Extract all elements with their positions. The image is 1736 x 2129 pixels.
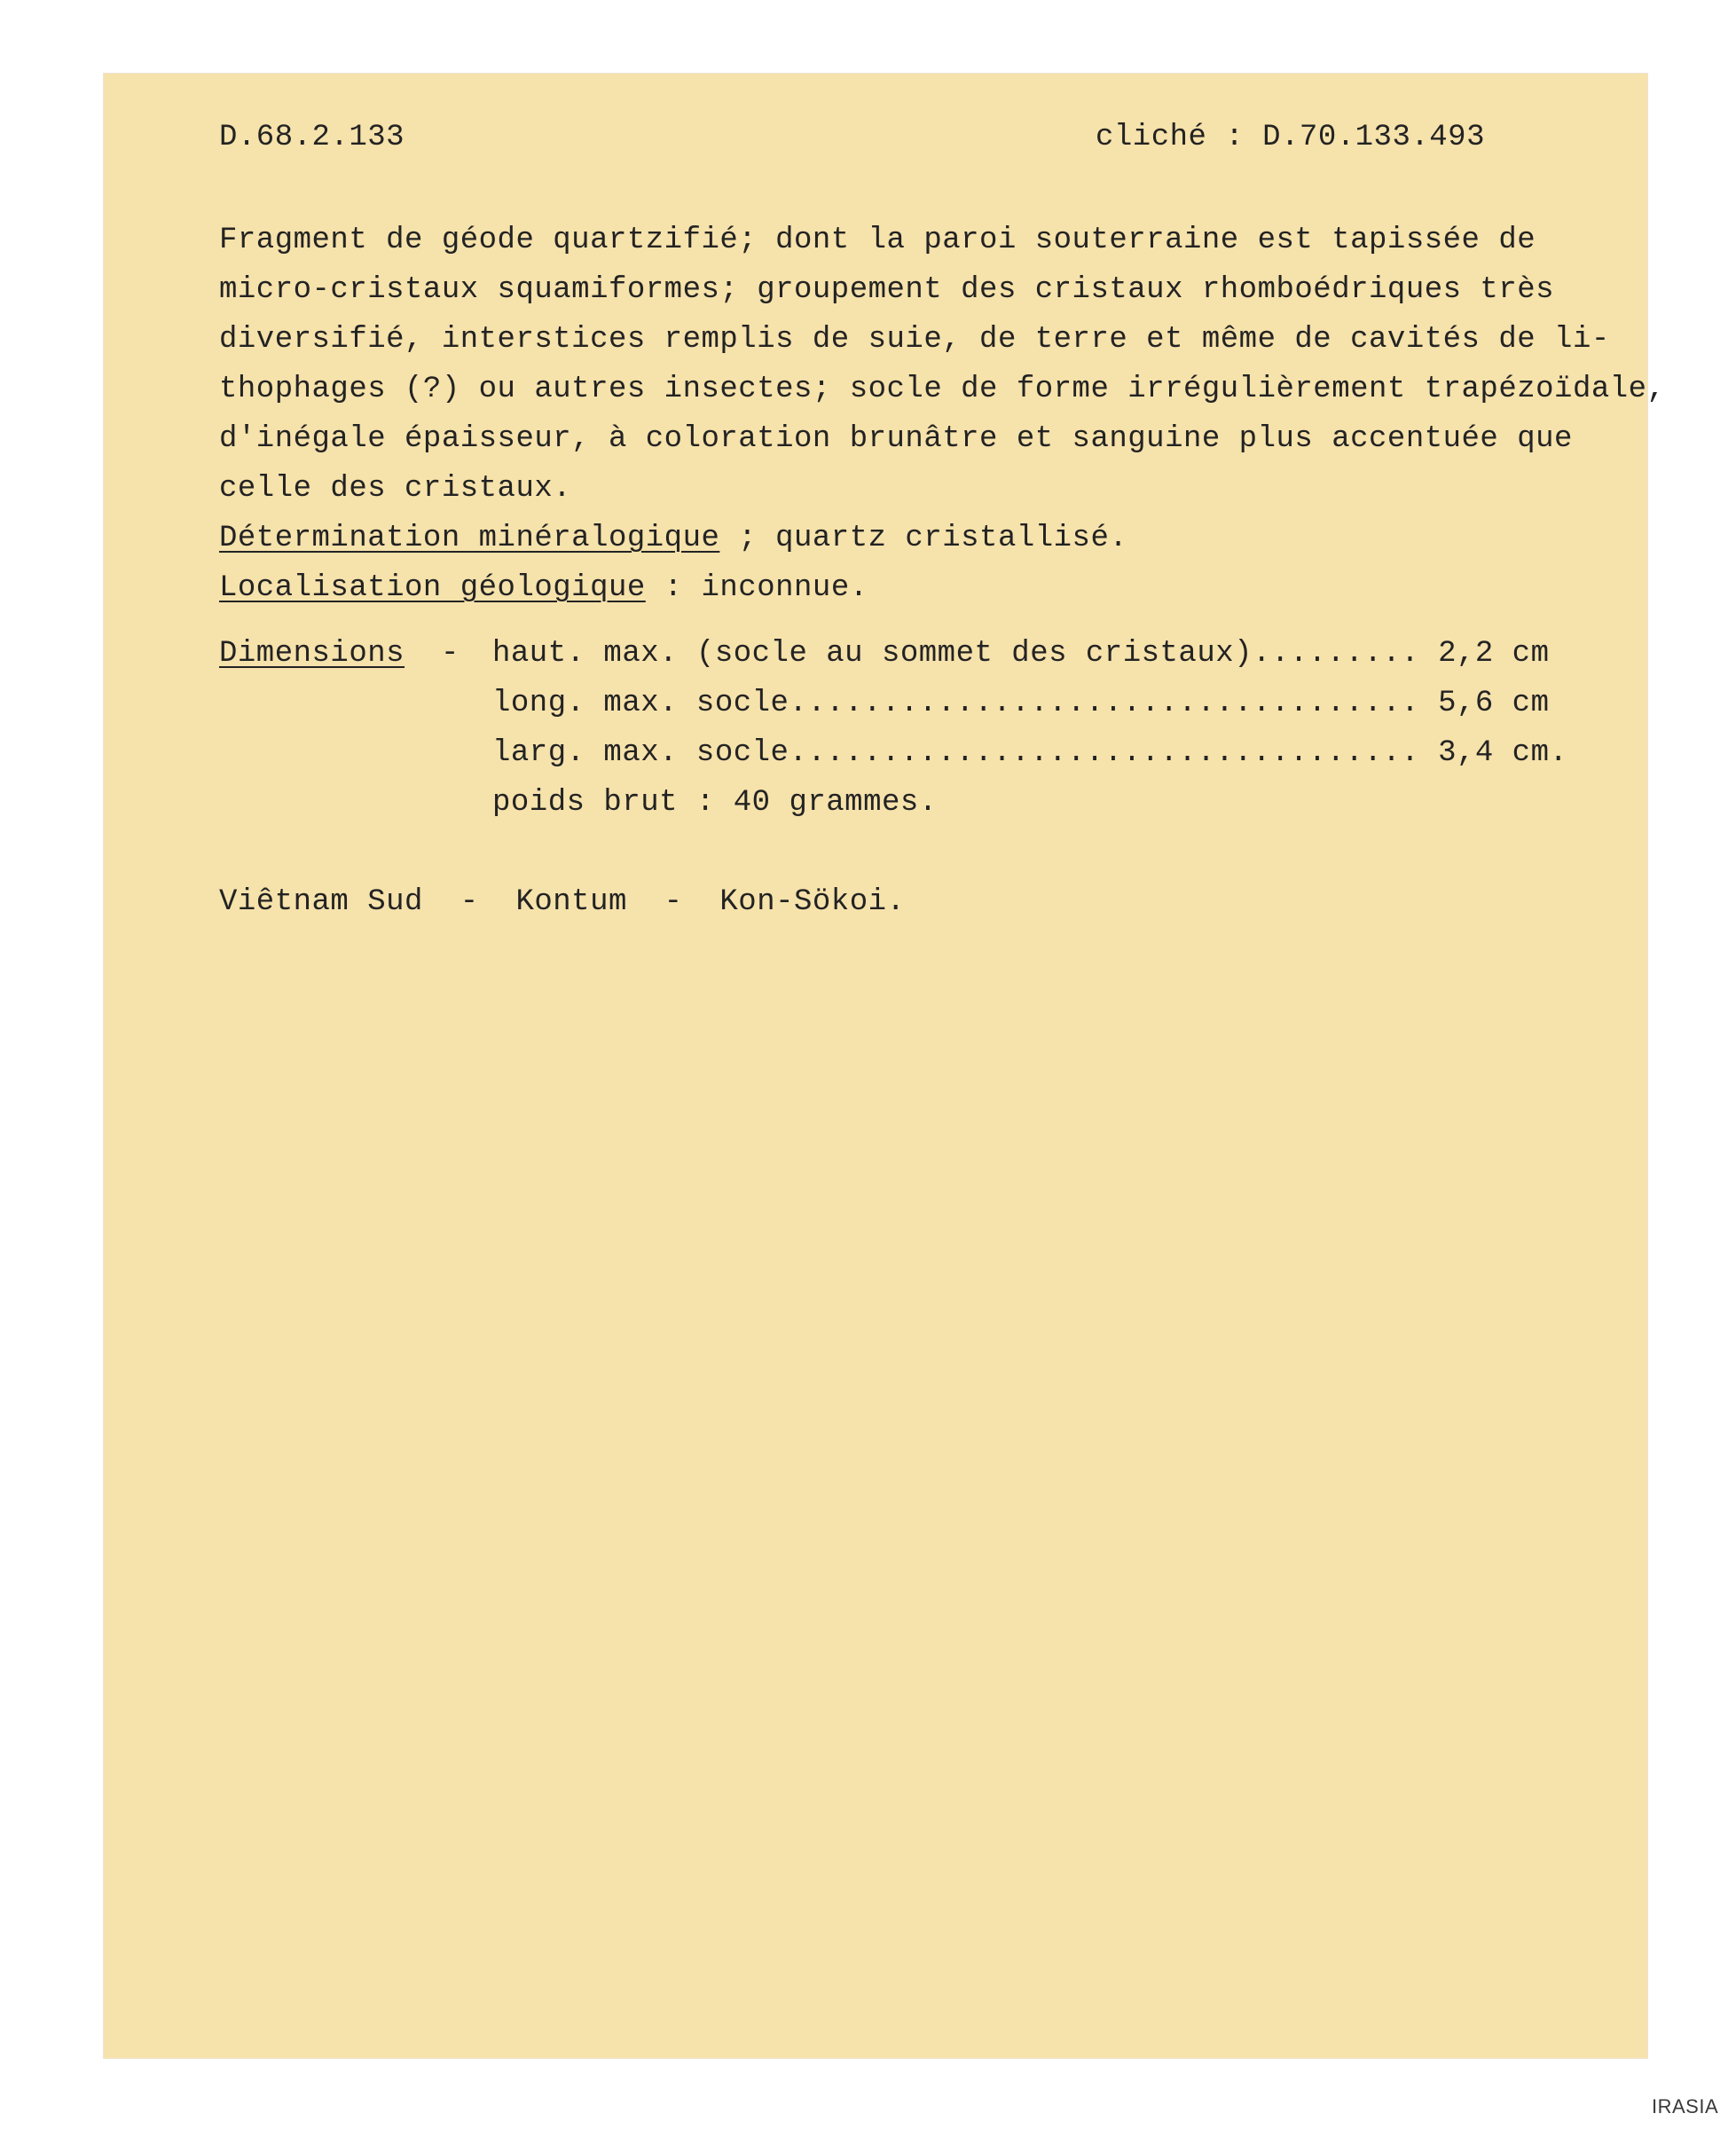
typed-page — [104, 74, 1666, 2058]
description-line: diversifié, interstices remplis de suie, de terre et même de cavités de li- — [219, 323, 1610, 357]
mineralogy-value: ; quartz cristallisé. — [719, 522, 1128, 555]
description-line: Fragment de géode quartzifié; dont la paroi souterraine est tapissée de — [219, 224, 1536, 257]
inventory-number: D.68.2.133 — [219, 121, 405, 154]
description-line: d'inégale épaisseur, à coloration brunâtre et sanguine plus accentuée que — [219, 422, 1573, 456]
geology-line — [219, 570, 868, 606]
mineralogy-line — [219, 521, 1127, 556]
geology-value: : inconnue. — [645, 571, 868, 605]
dimension-row-width: larg. max. socle.................................. 3,4 cm. — [492, 736, 1568, 770]
watermark: IRASIA — [1652, 2095, 1719, 2117]
photo-reference: cliché : D.70.133.493 — [1096, 121, 1485, 154]
dimension-row-height: haut. max. (socle au sommet des cristaux)......... 2,2 cm — [492, 637, 1550, 671]
description-line: thophages (?) ou autres insectes; socle de forme irrégulièrement trapézoïdale, — [219, 373, 1666, 406]
dimensions-dash: - — [441, 637, 460, 671]
dimensions-label: Dimensions — [219, 637, 405, 671]
dimension-row-weight: poids brut : 40 grammes. — [492, 786, 938, 820]
description-line: micro-cristaux squamiformes; groupement des cristaux rhomboédriques très — [219, 273, 1555, 307]
origin-line: Viêtnam Sud - Kontum - Kon-Sökoi. — [219, 885, 906, 919]
description-line: celle des cristaux. — [219, 472, 572, 506]
dimension-row-length: long. max. socle.................................. 5,6 cm — [492, 687, 1550, 720]
geology-label: Localisation géologique — [219, 571, 646, 605]
mineralogy-label: Détermination minéralogique — [219, 522, 720, 555]
